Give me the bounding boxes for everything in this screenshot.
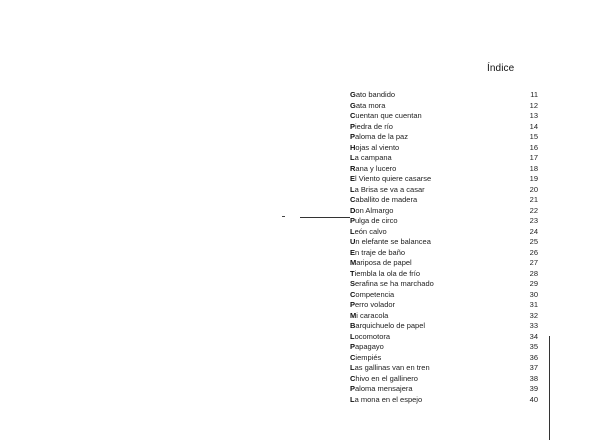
toc-entry-initial: H: [350, 142, 356, 152]
toc-entry: [350, 153, 540, 164]
toc-entry: [350, 384, 540, 395]
toc-entry-page-number: 28: [529, 268, 538, 278]
toc-entry-page-number: 26: [529, 247, 538, 257]
toc-entry-title: [350, 227, 387, 238]
index-title: Índice: [487, 63, 515, 74]
toc-entry-title: [350, 143, 399, 154]
toc-entry-initial: M: [350, 310, 357, 320]
toc-entry: [350, 227, 540, 238]
toc-entry-title-rest: ulga de circo: [355, 216, 398, 225]
toc-entry-title: [350, 195, 417, 206]
toc-entry-page-number: 13: [529, 111, 538, 120]
toc-entry-title: [350, 258, 412, 269]
toc-entry-title: [350, 321, 425, 332]
toc-entry-initial: P: [350, 121, 356, 131]
toc-entry-title: [350, 342, 384, 353]
toc-entry-page-number: 18: [529, 163, 538, 173]
toc-entry-title-rest: n traje de baño: [355, 247, 406, 257]
toc-entry-initial: G: [350, 90, 356, 99]
toc-entry-page-number: 38: [529, 373, 538, 383]
toc-entry-title-rest: a campana: [354, 153, 392, 162]
toc-entry-title-rest: hivo en el gallinero: [355, 373, 418, 383]
toc-entry-title-rest: ato bandido: [355, 90, 396, 99]
toc-entry-initial: L: [350, 331, 355, 341]
toc-entry-initial: C: [350, 195, 356, 204]
toc-entry-title: [350, 384, 413, 395]
margin-tick-mark: [282, 216, 285, 217]
toc-entry-page-number: 30: [529, 289, 538, 299]
toc-entry: [350, 258, 540, 269]
toc-entry-title-rest: erro volador: [355, 300, 396, 309]
toc-entry-title: [350, 395, 422, 406]
toc-entry-title: [350, 216, 398, 227]
toc-entry-page-number: 31: [529, 300, 538, 309]
toc-entry-title-rest: on Almargo: [355, 205, 394, 215]
toc-entry-initial: L: [350, 184, 355, 194]
toc-entry-initial: P: [350, 216, 356, 225]
toc-entry: [350, 353, 540, 364]
toc-entry-title-rest: n elefante se balancea: [355, 237, 431, 246]
toc-entry-title-rest: i caracola: [356, 310, 389, 320]
toc-entry-page-number: 27: [529, 258, 538, 267]
toc-entry-title-rest: uentan que cuentan: [355, 111, 422, 120]
toc-entry-title: [350, 269, 420, 280]
toc-entry: [350, 300, 540, 311]
toc-entry-title: [350, 332, 390, 343]
toc-entry: [350, 195, 540, 206]
toc-entry-title-rest: aloma de la paz: [355, 132, 408, 141]
toc-entry: [350, 332, 540, 343]
toc-entry-title-rest: eón calvo: [354, 226, 387, 236]
toc-entry-page-number: 34: [529, 331, 538, 341]
toc-entry-initial: C: [350, 352, 356, 362]
toc-entry-title: [350, 185, 425, 196]
toc-entry-title: [350, 153, 392, 164]
toc-entry: [350, 237, 540, 248]
toc-entry-initial: L: [350, 226, 355, 236]
toc-entry-page-number: 12: [529, 100, 538, 110]
toc-entry-page-number: 37: [529, 363, 538, 372]
toc-entry: [350, 395, 540, 406]
toc-entry-page-number: 32: [529, 310, 538, 320]
toc-entry-title: [350, 374, 418, 385]
toc-entry-title: [350, 111, 422, 122]
toc-entry: [350, 290, 540, 301]
toc-entry-page-number: 36: [529, 352, 538, 362]
toc-entry-initial: C: [350, 289, 356, 299]
toc-entry-initial: G: [350, 100, 356, 110]
toc-entry-initial: S: [350, 279, 356, 288]
toc-entry-initial: R: [350, 163, 356, 173]
toc-entry-page-number: 17: [529, 153, 538, 162]
toc-entry-page-number: 23: [529, 216, 538, 225]
toc-entry: [350, 132, 540, 143]
toc-entry: [350, 185, 540, 196]
table-of-contents: [350, 90, 540, 405]
toc-entry-page-number: 14: [529, 121, 538, 131]
toc-entry: [350, 164, 540, 175]
toc-entry: [350, 248, 540, 259]
toc-entry-initial: L: [350, 363, 355, 372]
toc-entry: [350, 111, 540, 122]
toc-entry-title: [350, 206, 393, 217]
toc-entry-title-rest: iembla la ola de frío: [354, 268, 421, 278]
toc-entry: [350, 374, 540, 385]
toc-entry-initial: M: [350, 258, 357, 267]
toc-entry-title: [350, 279, 434, 290]
toc-entry-initial: L: [350, 394, 355, 404]
toc-entry-initial: E: [350, 247, 356, 257]
toc-entry-title-rest: apagayo: [355, 342, 384, 351]
toc-entry: [350, 342, 540, 353]
toc-entry-page-number: 40: [529, 394, 538, 404]
toc-entry-title: [350, 174, 431, 185]
toc-entry-initial: D: [350, 205, 356, 215]
toc-entry-initial: P: [350, 132, 356, 141]
toc-entry: [350, 122, 540, 133]
toc-entry-title-rest: ata mora: [355, 100, 386, 110]
toc-entry-page-number: 33: [529, 321, 538, 330]
toc-entry-title-rest: l Viento quiere casarse: [355, 174, 432, 183]
toc-entry-title-rest: as gallinas van en tren: [354, 363, 430, 372]
toc-entry-title: [350, 237, 431, 248]
toc-entry-initial: T: [350, 268, 355, 278]
toc-entry: [350, 216, 540, 227]
pointer-line: [300, 217, 350, 218]
toc-entry-title-rest: iedra de río: [355, 121, 393, 131]
toc-entry-title-rest: ojas al viento: [355, 142, 400, 152]
toc-entry-title: [350, 90, 395, 101]
toc-entry: [350, 279, 540, 290]
toc-entry-title: [350, 164, 396, 175]
toc-entry: [350, 143, 540, 154]
toc-entry-initial: C: [350, 111, 356, 120]
toc-entry: [350, 269, 540, 280]
toc-entry-page-number: 16: [529, 142, 538, 152]
toc-entry-initial: U: [350, 237, 356, 246]
toc-entry-initial: P: [350, 300, 356, 309]
toc-entry-title-rest: a Brisa se va a casar: [354, 184, 425, 194]
toc-entry-page-number: 24: [529, 226, 538, 236]
toc-entry-page-number: 22: [529, 205, 538, 215]
toc-entry: [350, 363, 540, 374]
toc-entry-page-number: 19: [529, 174, 538, 183]
page-edge-line: [549, 336, 550, 440]
toc-entry-title-rest: erafina se ha marchado: [355, 279, 434, 288]
toc-entry-title-rest: a mona en el espejo: [354, 394, 423, 404]
toc-entry-title: [350, 248, 405, 259]
toc-entry-title-rest: aballito de madera: [355, 195, 418, 204]
toc-entry: [350, 101, 540, 112]
toc-entry: [350, 206, 540, 217]
toc-entry-title: [350, 300, 395, 311]
toc-entry-page-number: 25: [529, 237, 538, 246]
toc-entry-page-number: 11: [530, 90, 538, 99]
toc-entry-page-number: 39: [529, 384, 538, 393]
toc-entry-page-number: 20: [529, 184, 538, 194]
toc-entry-title: [350, 132, 408, 143]
toc-entry-page-number: 15: [529, 132, 538, 141]
toc-entry-page-number: 35: [529, 342, 538, 351]
toc-entry-title-rest: iempiés: [355, 352, 382, 362]
toc-entry-initial: L: [350, 153, 355, 162]
toc-entry-initial: P: [350, 342, 356, 351]
toc-entry-page-number: 29: [529, 279, 538, 288]
toc-entry-title-rest: ompetencia: [355, 289, 395, 299]
toc-entry-title: [350, 363, 430, 374]
toc-entry: [350, 321, 540, 332]
toc-entry-title-rest: aloma mensajera: [355, 384, 413, 393]
toc-entry: [350, 174, 540, 185]
toc-entry: [350, 90, 540, 101]
toc-entry-title: [350, 353, 381, 364]
toc-entry-title: [350, 290, 394, 301]
toc-entry-title: [350, 311, 388, 322]
toc-entry-title: [350, 122, 393, 133]
toc-entry-title-rest: ocomotora: [354, 331, 391, 341]
toc-entry-title: [350, 101, 385, 112]
toc-entry-title-rest: ariposa de papel: [356, 258, 412, 267]
toc-entry-title-rest: arquichuelo de papel: [355, 321, 426, 330]
toc-entry-page-number: 21: [529, 195, 538, 204]
toc-entry: [350, 311, 540, 322]
toc-entry-initial: B: [350, 321, 356, 330]
toc-entry-initial: E: [350, 174, 356, 183]
toc-entry-initial: C: [350, 373, 356, 383]
toc-entry-initial: P: [350, 384, 356, 393]
toc-entry-title-rest: ana y lucero: [355, 163, 397, 173]
